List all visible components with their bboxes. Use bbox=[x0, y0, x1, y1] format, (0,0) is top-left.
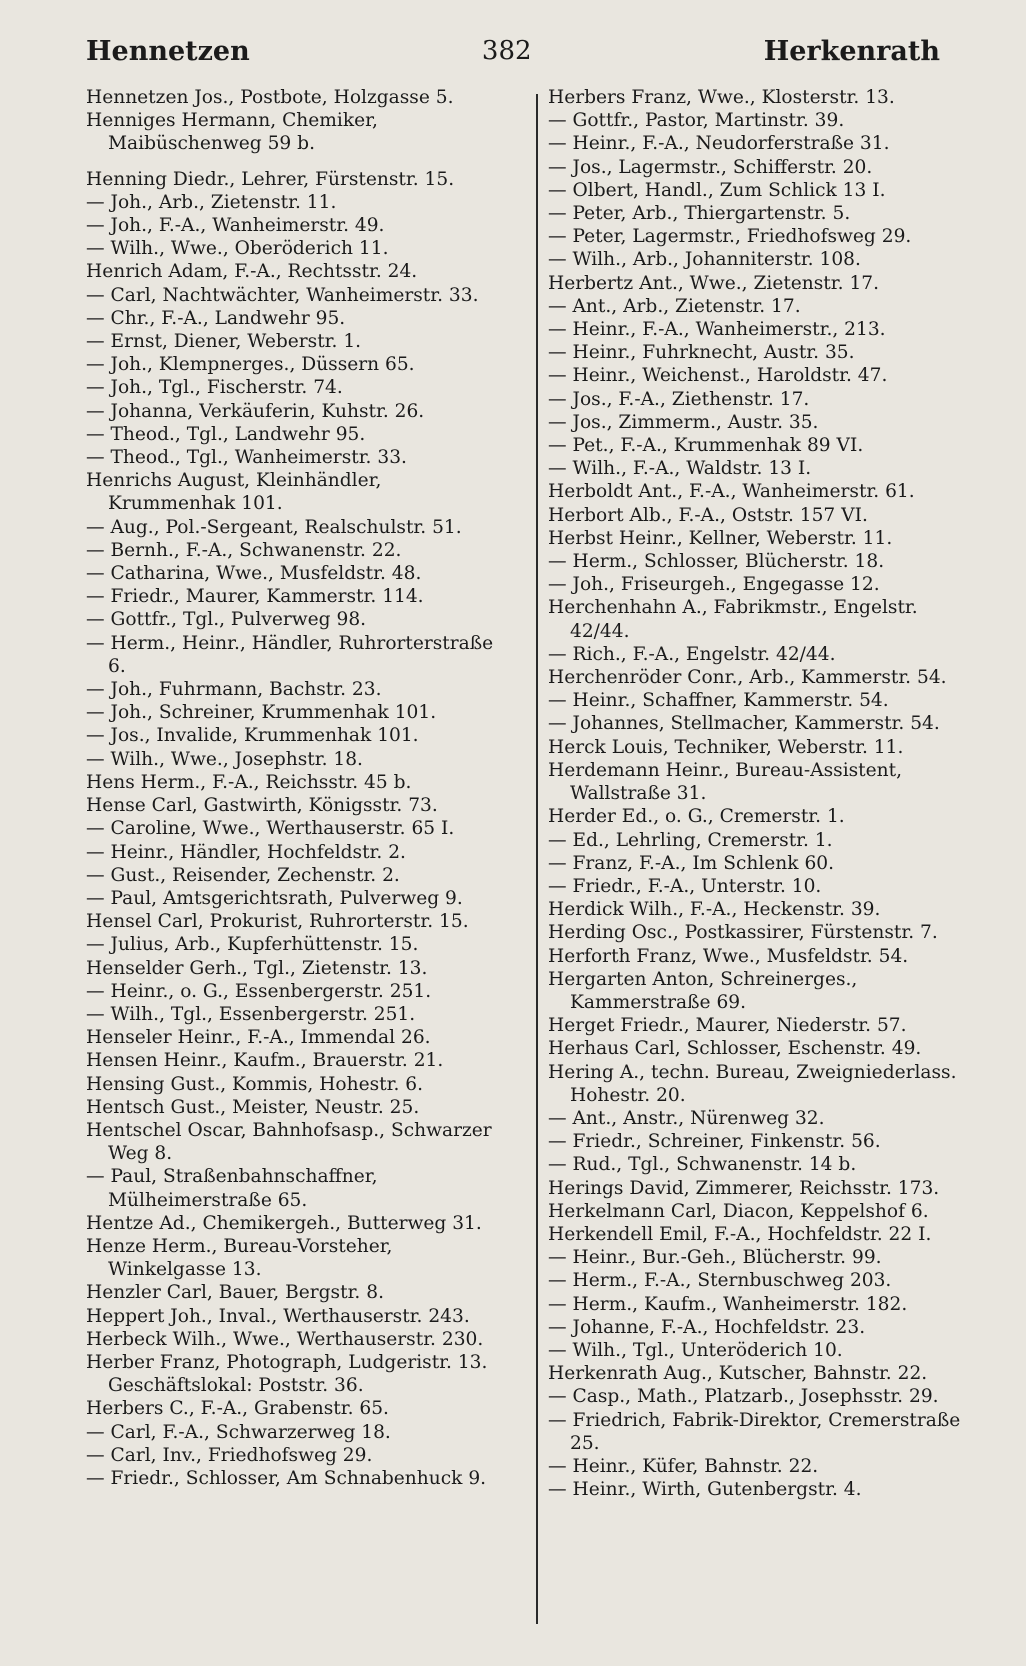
directory-entry: — Catharina, Wwe., Musfeldstr. 48. bbox=[86, 563, 422, 585]
directory-entry: — Jos., F.-A., Ziethenstr. 17. bbox=[548, 388, 810, 410]
directory-entry: — Carl, Inv., Friedhofsweg 29. bbox=[86, 1444, 373, 1466]
directory-entry: Herbers Franz, Wwe., Klosterstr. 13. bbox=[548, 87, 895, 108]
directory-entry: Herkelmann Carl, Diacon, Keppelshof 6. bbox=[548, 1200, 929, 1222]
directory-entry: — Heinr., F.-A., Neudorferstraße 31. bbox=[548, 133, 890, 155]
directory-entry: — Heinr., Küfer, Bahnstr. 22. bbox=[548, 1455, 819, 1477]
directory-entry: Herkenrath Aug., Kutscher, Bahnstr. 22. bbox=[548, 1363, 928, 1385]
directory-entry: Hentschel Oscar, Bahnhofsasp., Schwarzer Weg 8. bbox=[86, 1119, 492, 1165]
directory-entry: Herchenröder Conr., Arb., Kammerstr. 54. bbox=[548, 667, 947, 689]
directory-entry: — Herm., Heinr., Händler, Ruhrorterstraße 6. bbox=[86, 632, 494, 677]
directory-entry: — Joh., Friseurgeh., Engegasse 12. bbox=[548, 574, 880, 596]
directory-entry: Herbers C., F.-A., Grabenstr. 65. bbox=[86, 1398, 389, 1420]
directory-entry: — Heinr., Wirth, Gutenbergstr. 4. bbox=[548, 1479, 862, 1501]
directory-entry: — Ant., Anstr., Nürenweg 32. bbox=[548, 1107, 825, 1129]
directory-entry: — Johanne, F.-A., Hochfeldstr. 23. bbox=[548, 1316, 866, 1338]
directory-entry: — Jos., Lagermstr., Schifferstr. 20. bbox=[548, 156, 873, 178]
directory-entry: — Friedr., Schlosser, Am Schnabenhuck 9. bbox=[86, 1467, 487, 1489]
directory-entry: — Theod., Tgl., Landwehr 95. bbox=[86, 423, 366, 445]
directory-entry: — Joh., Arb., Zietenstr. 11. bbox=[86, 191, 337, 213]
directory-entry: — Wilh., Arb., Johanniterstr. 108. bbox=[548, 249, 861, 271]
directory-entry: — Chr., F.-A., Landwehr 95. bbox=[86, 307, 346, 329]
directory-entry: — Carl, F.-A., Schwarzerweg 18. bbox=[86, 1421, 391, 1443]
directory-entry: Herget Friedr., Maurer, Niederstr. 57. bbox=[548, 1015, 907, 1037]
directory-entry: — Olbert, Handl., Zum Schlick 13 I. bbox=[548, 179, 886, 201]
directory-entry: Henselder Gerh., Tgl., Zietenstr. 13. bbox=[86, 957, 428, 979]
directory-entry: — Heinr., F.-A., Wanheimerstr., 213. bbox=[548, 319, 886, 341]
directory-entry: — Theod., Tgl., Wanheimerstr. 33. bbox=[86, 447, 407, 469]
directory-entry: — Rud., Tgl., Schwanenstr. 14 b. bbox=[548, 1154, 857, 1176]
directory-entry: Hens Herm., F.-A., Reichsstr. 45 b. bbox=[86, 771, 412, 793]
directory-entry: — Joh., Fuhrmann, Bachstr. 23. bbox=[86, 679, 382, 701]
directory-entry: — Friedrich, Fabrik-Direktor, Cremerstraße 25. bbox=[548, 1409, 961, 1454]
directory-entry: Herforth Franz, Wwe., Musfeldstr. 54. bbox=[548, 945, 909, 967]
directory-entry: Henniges Hermann, Chemiker, Maibüschenweg 59 b. bbox=[86, 110, 378, 155]
directory-entry: Henseler Heinr., F.-A., Immendal 26. bbox=[86, 1027, 431, 1049]
header-left-catchword: Hennetzen bbox=[86, 35, 250, 67]
directory-entry: Herhaus Carl, Schlosser, Eschenstr. 49. bbox=[548, 1038, 922, 1060]
directory-entry: Hering A., techn. Bureau, Zweigniederlass. Hohestr. 20. bbox=[548, 1061, 957, 1106]
directory-entry: Herber Franz, Photograph, Ludgeristr. 13. Geschäftslokal: Poststr. 36. bbox=[86, 1351, 488, 1397]
right-column bbox=[548, 86, 966, 1501]
directory-entry: Hennetzen Jos., Postbote, Holzgasse 5. bbox=[86, 87, 454, 108]
directory-entry: — Heinr., Weichenst., Haroldstr. 47. bbox=[548, 365, 888, 387]
directory-entry: — Joh., Schreiner, Krummenhak 101. bbox=[86, 702, 437, 724]
page-number: 382 bbox=[481, 36, 532, 66]
directory-entry: — Friedr., F.-A., Unterstr. 10. bbox=[548, 875, 822, 897]
directory-entry: Henrich Adam, F.-A., Rechtsstr. 24. bbox=[86, 261, 418, 283]
directory-entry: — Herm., Kaufm., Wanheimerstr. 182. bbox=[548, 1293, 908, 1315]
directory-entry: — Friedr., Schreiner, Finkenstr. 56. bbox=[548, 1131, 881, 1153]
directory-entry: Herchenhahn A., Fabrikmstr., Engelstr. 42/44. bbox=[548, 597, 918, 642]
directory-entry: — Heinr., Händler, Hochfeldstr. 2. bbox=[86, 841, 406, 863]
directory-entry: — Peter, Arb., Thiergartenstr. 5. bbox=[548, 203, 851, 225]
directory-entry: — Pet., F.-A., Krummenhak 89 VI. bbox=[548, 435, 864, 457]
directory-entry: Herboldt Ant., F.-A., Wanheimerstr. 61. bbox=[548, 481, 915, 503]
directory-entry: Herings David, Zimmerer, Reichsstr. 173. bbox=[548, 1177, 940, 1199]
directory-entry: — Heinr., Fuhrknecht, Austr. 35. bbox=[548, 342, 855, 364]
directory-entry: — Friedr., Maurer, Kammerstr. 114. bbox=[86, 586, 424, 608]
directory-entry: — Ant., Arb., Zietenstr. 17. bbox=[548, 295, 801, 317]
directory-entry: Herding Osc., Postkassirer, Fürstenstr. 7. bbox=[548, 922, 938, 944]
directory-entry: Henrichs August, Kleinhändler, Krummenhak 101. bbox=[86, 470, 382, 515]
directory-entry: — Wilh., Tgl., Unteröderich 10. bbox=[548, 1339, 843, 1361]
directory-entry: — Heinr., Schaffner, Kammerstr. 54. bbox=[548, 690, 889, 712]
directory-entry: — Ed., Lehrling, Cremerstr. 1. bbox=[548, 829, 833, 851]
directory-entry: — Wilh., Wwe., Oberöderich 11. bbox=[86, 238, 389, 260]
directory-entry: — Ernst, Diener, Weberstr. 1. bbox=[86, 331, 362, 353]
directory-entry: Herbort Alb., F.-A., Oststr. 157 VI. bbox=[548, 504, 868, 526]
directory-entry: — Johanna, Verkäuferin, Kuhstr. 26. bbox=[86, 400, 425, 422]
directory-entry: — Herm., F.-A., Sternbuschweg 203. bbox=[548, 1270, 892, 1292]
directory-entry: Herdick Wilh., F.-A., Heckenstr. 39. bbox=[548, 899, 881, 921]
directory-entry: Herkendell Emil, F.-A., Hochfeldstr. 22 I. bbox=[548, 1223, 932, 1245]
directory-entry: — Wilh., Wwe., Josephstr. 18. bbox=[86, 748, 363, 770]
left-column bbox=[86, 86, 504, 1490]
directory-entry: — Paul, Amtsgerichtsrath, Pulverweg 9. bbox=[86, 887, 463, 909]
directory-entry: — Herm., Schlosser, Blücherstr. 18. bbox=[548, 551, 885, 573]
directory-entry: Herder Ed., o. G., Cremerstr. 1. bbox=[548, 806, 845, 828]
directory-entry: Hentsch Gust., Meister, Neustr. 25. bbox=[86, 1096, 420, 1118]
directory-entry: — Joh., Klempnerges., Düssern 65. bbox=[86, 354, 415, 376]
directory-entry: — Jos., Invalide, Krummenhak 101. bbox=[86, 725, 419, 747]
directory-entry: Heppert Joh., Inval., Werthauserstr. 243. bbox=[86, 1305, 470, 1327]
directory-entry: Hense Carl, Gastwirth, Königsstr. 73. bbox=[86, 795, 438, 817]
column-divider bbox=[536, 94, 538, 1624]
directory-entry: Herbst Heinr., Kellner, Weberstr. 11. bbox=[548, 527, 893, 549]
directory-entry: Hentze Ad., Chemikergeh., Butterweg 31. bbox=[86, 1212, 482, 1234]
directory-entry: — Casp., Math., Platzarb., Josephsstr. 29. bbox=[548, 1386, 939, 1408]
directory-entry: Hensen Heinr., Kaufm., Brauerstr. 21. bbox=[86, 1050, 444, 1072]
directory-entry: — Jos., Zimmerm., Austr. 35. bbox=[548, 411, 819, 433]
directory-entry: Henzler Carl, Bauer, Bergstr. 8. bbox=[86, 1282, 384, 1304]
directory-entry: — Julius, Arb., Kupferhüttenstr. 15. bbox=[86, 934, 419, 956]
directory-entry: — Heinr., o. G., Essenbergerstr. 251. bbox=[86, 980, 432, 1002]
directory-entry: Herck Louis, Techniker, Weberstr. 11. bbox=[548, 736, 904, 758]
directory-entry: — Gottfr., Tgl., Pulverweg 98. bbox=[86, 609, 367, 631]
directory-entry: Henze Herm., Bureau-Vorsteher, Winkelgasse 13. bbox=[86, 1235, 393, 1281]
directory-entry: — Caroline, Wwe., Werthauserstr. 65 I. bbox=[86, 818, 455, 840]
directory-entry: — Franz, F.-A., Im Schlenk 60. bbox=[548, 852, 835, 874]
directory-entry: Herdemann Heinr., Bureau-Assistent, Wallstraße 31. bbox=[548, 759, 903, 805]
directory-entry: — Gottfr., Pastor, Martinstr. 39. bbox=[548, 110, 845, 132]
directory-entry: — Carl, Nachtwächter, Wanheimerstr. 33. bbox=[86, 284, 479, 306]
directory-entry: Henning Diedr., Lehrer, Fürstenstr. 15. bbox=[86, 168, 455, 190]
page-header bbox=[86, 28, 940, 74]
directory-entry: — Peter, Lagermstr., Friedhofsweg 29. bbox=[548, 226, 912, 248]
header-right-catchword: Herkenrath bbox=[763, 35, 940, 67]
directory-entry: — Joh., Tgl., Fischerstr. 74. bbox=[86, 377, 343, 399]
directory-entry: — Heinr., Bur.-Geh., Blücherstr. 99. bbox=[548, 1247, 882, 1269]
directory-entry: Hergarten Anton, Schreinerges., Kammerstraße 69. bbox=[548, 968, 858, 1013]
directory-entry: — Johannes, Stellmacher, Kammerstr. 54. bbox=[548, 713, 940, 735]
directory-entry: — Rich., F.-A., Engelstr. 42/44. bbox=[548, 643, 836, 665]
directory-entry: Herbertz Ant., Wwe., Zietenstr. 17. bbox=[548, 272, 880, 294]
directory-entry: Herbeck Wilh., Wwe., Werthauserstr. 230. bbox=[86, 1328, 484, 1350]
directory-entry: — Aug., Pol.-Sergeant, Realschulstr. 51. bbox=[86, 516, 462, 538]
directory-entry: — Joh., F.-A., Wanheimerstr. 49. bbox=[86, 215, 385, 237]
directory-entry: — Wilh., Tgl., Essenbergerstr. 251. bbox=[86, 1003, 416, 1025]
directory-entry: — Gust., Reisender, Zechenstr. 2. bbox=[86, 864, 400, 886]
directory-entry: — Bernh., F.-A., Schwanenstr. 22. bbox=[86, 539, 402, 561]
directory-entry: Hensel Carl, Prokurist, Ruhrorterstr. 15. bbox=[86, 911, 469, 933]
directory-entry: — Wilh., F.-A., Waldstr. 13 I. bbox=[548, 458, 812, 480]
directory-entry: Hensing Gust., Kommis, Hohestr. 6. bbox=[86, 1073, 424, 1095]
directory-entry: — Paul, Straßenbahnschaffner, Mülheimerstraße 65. bbox=[86, 1166, 378, 1211]
